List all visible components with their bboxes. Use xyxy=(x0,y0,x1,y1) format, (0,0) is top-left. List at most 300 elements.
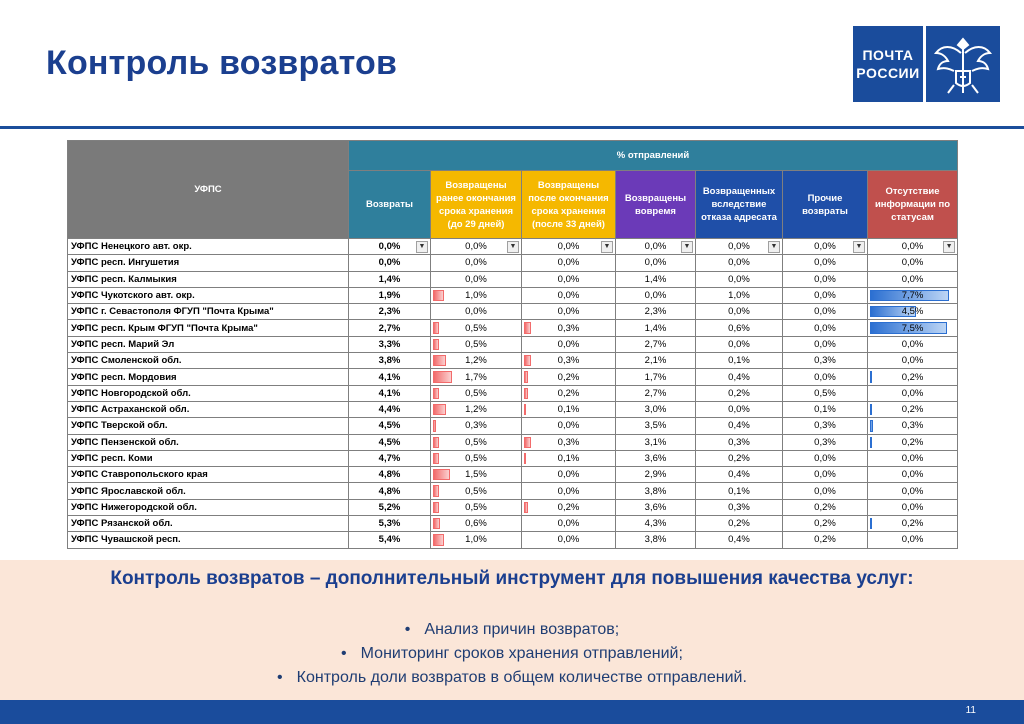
value-text: 0,0% xyxy=(465,273,487,285)
value-cell xyxy=(696,450,783,466)
data-bar xyxy=(870,420,873,431)
value-text: 0,0% xyxy=(814,273,836,285)
value-cell xyxy=(431,532,522,548)
region-name-cell: УФПС респ. Коми xyxy=(68,450,349,466)
value-cell xyxy=(783,516,868,532)
page-title: Контроль возвратов xyxy=(46,44,398,82)
data-bar xyxy=(524,355,531,366)
value-cell xyxy=(616,483,696,499)
value-cell xyxy=(349,385,431,401)
data-bar xyxy=(433,420,436,431)
value-cell xyxy=(349,418,431,434)
value-cell xyxy=(868,255,958,271)
value-cell xyxy=(522,239,616,255)
returns-table-container xyxy=(67,140,957,549)
value-text: 1,5% xyxy=(465,469,487,481)
list-item xyxy=(0,618,1024,642)
value-cell xyxy=(696,353,783,369)
region-name-cell: УФПС Смоленской обл. xyxy=(68,353,349,369)
region-name-cell: УФПС Ставропольского края xyxy=(68,467,349,483)
value-text: 0,0% xyxy=(728,273,750,285)
table-row xyxy=(68,532,958,548)
value-cell xyxy=(868,516,958,532)
value-text: 0,0% xyxy=(814,290,836,302)
table-body xyxy=(68,239,958,549)
value-text: 4,7% xyxy=(378,453,401,464)
value-cell xyxy=(431,385,522,401)
data-bar xyxy=(870,518,872,529)
value-cell xyxy=(696,287,783,303)
bullet-text: Анализ причин возвратов; xyxy=(424,621,620,638)
filter-dropdown-icon[interactable]: ▼ xyxy=(681,241,693,253)
region-name-cell: УФПС Ярославской обл. xyxy=(68,483,349,499)
region-name-cell: УФПС респ. Ингушетия xyxy=(68,255,349,271)
value-cell xyxy=(868,369,958,385)
value-text: 0,5% xyxy=(814,387,836,399)
value-text: 4,1% xyxy=(378,371,401,383)
value-text: 0,0% xyxy=(557,273,580,285)
summary-bullets xyxy=(0,618,1024,690)
value-text: 1,4% xyxy=(644,273,667,285)
value-cell xyxy=(522,369,616,385)
value-cell xyxy=(868,483,958,499)
table-row xyxy=(68,336,958,352)
value-text: 0,1% xyxy=(557,404,580,416)
table-row xyxy=(68,450,958,466)
value-text: 0,0% xyxy=(557,420,580,432)
data-bar xyxy=(524,502,528,513)
value-cell xyxy=(522,467,616,483)
value-text: 0,3% xyxy=(814,355,836,367)
value-text: 1,0% xyxy=(465,290,487,302)
value-text: 3,8% xyxy=(644,534,667,546)
table-row xyxy=(68,239,958,255)
value-cell xyxy=(431,369,522,385)
value-text: 0,0% xyxy=(814,453,836,464)
bullet-text: Мониторинг сроков хранения отправлений; xyxy=(360,645,683,662)
value-text: 0,0% xyxy=(814,485,836,497)
data-bar xyxy=(433,453,439,464)
value-cell xyxy=(696,369,783,385)
region-name-cell: УФПС респ. Калмыкия xyxy=(68,271,349,287)
value-cell xyxy=(616,304,696,320)
table-row xyxy=(68,418,958,434)
value-cell xyxy=(616,418,696,434)
value-text: 4,5% xyxy=(378,436,401,448)
value-cell xyxy=(783,287,868,303)
value-cell xyxy=(696,320,783,336)
data-bar xyxy=(524,371,528,382)
value-text: 0,3% xyxy=(901,420,924,432)
col-header-returns: Возвраты xyxy=(349,171,431,239)
value-text: 5,2% xyxy=(378,501,401,513)
value-cell xyxy=(616,499,696,515)
value-text: 0,0% xyxy=(557,518,580,530)
value-cell xyxy=(522,336,616,352)
value-cell xyxy=(522,401,616,417)
value-text: 0,2% xyxy=(728,518,750,530)
value-text: 0,0% xyxy=(901,453,924,464)
value-cell xyxy=(349,239,431,255)
value-cell xyxy=(783,483,868,499)
col-header-late-return: Возвращены после окончания срока хранения (после 33 дней) xyxy=(522,171,616,239)
region-name-cell: УФПС Тверской обл. xyxy=(68,418,349,434)
value-text: 0,1% xyxy=(814,404,836,416)
table-row xyxy=(68,516,958,532)
value-text: 0,0% xyxy=(901,534,924,546)
value-cell xyxy=(868,336,958,352)
value-text: 3,0% xyxy=(644,404,667,416)
data-bar xyxy=(524,404,526,415)
value-text: 7,7% xyxy=(901,290,924,302)
value-cell xyxy=(868,271,958,287)
region-name-cell: УФПС Новгородской обл. xyxy=(68,385,349,401)
value-text: 0,0% xyxy=(901,387,924,399)
data-bar xyxy=(433,355,446,366)
value-text: 0,3% xyxy=(557,322,580,334)
filter-dropdown-icon[interactable]: ▼ xyxy=(768,241,780,253)
data-bar xyxy=(433,371,452,382)
value-cell xyxy=(616,287,696,303)
value-text: 0,5% xyxy=(465,501,487,513)
value-cell xyxy=(868,450,958,466)
data-bar xyxy=(433,322,439,333)
value-cell xyxy=(349,483,431,499)
value-text: 0,0% xyxy=(901,241,924,253)
value-text: 0,0% xyxy=(728,257,750,269)
bullet-dot-icon: • xyxy=(277,669,283,686)
value-cell xyxy=(349,369,431,385)
value-cell xyxy=(696,239,783,255)
value-text: 0,3% xyxy=(557,436,580,448)
value-cell xyxy=(783,369,868,385)
value-text: 4,1% xyxy=(378,387,401,399)
value-text: 0,0% xyxy=(814,469,836,481)
value-text: 0,0% xyxy=(378,257,401,269)
value-cell xyxy=(431,450,522,466)
value-text: 0,1% xyxy=(728,485,750,497)
value-cell xyxy=(349,353,431,369)
value-text: 0,0% xyxy=(557,257,580,269)
value-cell xyxy=(783,532,868,548)
value-cell xyxy=(431,434,522,450)
value-cell xyxy=(783,271,868,287)
value-text: 0,0% xyxy=(728,338,750,350)
value-cell xyxy=(431,320,522,336)
value-cell xyxy=(431,516,522,532)
value-text: 0,2% xyxy=(901,404,924,416)
value-text: 0,2% xyxy=(901,436,924,448)
col-header-early-return: Возвращены ранее окончания срока хранения (до 29 дней) xyxy=(431,171,522,239)
value-text: 0,2% xyxy=(814,501,836,513)
filter-dropdown-icon[interactable]: ▼ xyxy=(507,241,519,253)
value-text: 0,0% xyxy=(901,485,924,497)
table-row xyxy=(68,385,958,401)
value-cell xyxy=(868,287,958,303)
value-cell xyxy=(868,320,958,336)
table-row xyxy=(68,255,958,271)
value-text: 4,8% xyxy=(378,469,401,481)
value-cell xyxy=(522,320,616,336)
data-bar xyxy=(433,534,444,545)
value-cell xyxy=(431,336,522,352)
value-text: 0,2% xyxy=(901,518,924,530)
value-cell xyxy=(696,532,783,548)
value-text: 3,6% xyxy=(644,453,667,464)
value-cell xyxy=(431,287,522,303)
returns-table xyxy=(67,140,958,549)
value-cell xyxy=(783,320,868,336)
value-cell xyxy=(522,483,616,499)
value-text: 0,0% xyxy=(814,338,836,350)
value-cell xyxy=(783,353,868,369)
value-cell xyxy=(616,401,696,417)
value-text: 1,7% xyxy=(465,371,487,383)
value-text: 5,4% xyxy=(378,534,401,546)
value-cell xyxy=(431,353,522,369)
value-cell xyxy=(522,532,616,548)
value-text: 0,2% xyxy=(814,518,836,530)
value-cell xyxy=(868,239,958,255)
value-text: 0,0% xyxy=(901,355,924,367)
col-header-on-time: Возвращены вовремя xyxy=(616,171,696,239)
value-text: 3,8% xyxy=(644,485,667,497)
value-text: 0,2% xyxy=(901,371,924,383)
value-text: 0,0% xyxy=(378,241,401,253)
value-text: 0,2% xyxy=(814,534,836,546)
value-cell xyxy=(696,336,783,352)
value-cell xyxy=(696,385,783,401)
value-cell xyxy=(349,516,431,532)
value-cell xyxy=(696,467,783,483)
value-text: 0,3% xyxy=(465,420,487,432)
col-header-other: Прочие возвраты xyxy=(783,171,868,239)
value-cell xyxy=(868,434,958,450)
value-cell xyxy=(616,336,696,352)
col-header-ufps: УФПС xyxy=(68,141,349,239)
value-text: 1,0% xyxy=(465,534,487,546)
value-text: 3,8% xyxy=(378,355,401,367)
value-cell xyxy=(868,532,958,548)
value-text: 0,0% xyxy=(557,338,580,350)
table-row xyxy=(68,401,958,417)
value-cell xyxy=(349,499,431,515)
table-row xyxy=(68,320,958,336)
value-text: 0,3% xyxy=(814,420,836,432)
value-text: 0,5% xyxy=(465,453,487,464)
value-text: 1,7% xyxy=(644,371,667,383)
data-bar xyxy=(433,485,439,496)
table-row xyxy=(68,353,958,369)
filter-dropdown-icon[interactable]: ▼ xyxy=(416,241,428,253)
region-name-cell: УФПС Астраханской обл. xyxy=(68,401,349,417)
region-name-cell: УФПС респ. Крым ФГУП "Почта Крыма" xyxy=(68,320,349,336)
value-text: 0,2% xyxy=(557,387,580,399)
value-cell xyxy=(522,255,616,271)
value-cell xyxy=(868,418,958,434)
value-cell xyxy=(868,385,958,401)
value-text: 0,4% xyxy=(728,534,750,546)
value-text: 0,0% xyxy=(644,241,667,253)
value-text: 0,2% xyxy=(557,371,580,383)
region-name-cell: УФПС Чувашской респ. xyxy=(68,532,349,548)
value-cell xyxy=(783,336,868,352)
value-text: 0,0% xyxy=(557,306,580,318)
value-text: 0,0% xyxy=(901,257,924,269)
region-name-cell: УФПС Пензенской обл. xyxy=(68,434,349,450)
value-text: 7,5% xyxy=(901,322,924,334)
value-text: 0,0% xyxy=(728,306,750,318)
value-text: 0,5% xyxy=(465,436,487,448)
value-text: 0,5% xyxy=(465,322,487,334)
bullet-text: Контроль доли возвратов в общем количестве отправлений. xyxy=(296,669,747,686)
value-cell xyxy=(696,483,783,499)
data-bar xyxy=(524,322,531,333)
value-text: 0,5% xyxy=(465,485,487,497)
value-text: 0,3% xyxy=(814,436,836,448)
value-text: 2,1% xyxy=(644,355,667,367)
value-text: 0,0% xyxy=(557,241,580,253)
value-text: 0,0% xyxy=(557,469,580,481)
value-text: 0,3% xyxy=(728,501,750,513)
group-header-percent: % отправлений xyxy=(349,141,958,171)
value-cell xyxy=(696,434,783,450)
logo-line-1: ПОЧТА xyxy=(862,47,914,63)
filter-dropdown-icon[interactable]: ▼ xyxy=(601,241,613,253)
value-cell xyxy=(696,304,783,320)
value-cell xyxy=(522,385,616,401)
value-text: 2,7% xyxy=(378,322,401,334)
value-cell xyxy=(349,320,431,336)
value-cell xyxy=(783,434,868,450)
list-item xyxy=(0,642,1024,666)
value-text: 0,0% xyxy=(901,338,924,350)
data-bar xyxy=(433,388,439,399)
value-text: 0,2% xyxy=(728,453,750,464)
value-cell xyxy=(349,255,431,271)
value-text: 5,3% xyxy=(378,518,401,530)
value-text: 0,0% xyxy=(644,290,667,302)
value-text: 0,0% xyxy=(901,469,924,481)
value-cell xyxy=(616,255,696,271)
data-bar xyxy=(433,437,439,448)
value-cell xyxy=(696,516,783,532)
value-cell xyxy=(522,304,616,320)
list-item xyxy=(0,666,1024,690)
value-cell xyxy=(616,532,696,548)
value-text: 1,0% xyxy=(728,290,750,302)
value-cell xyxy=(431,401,522,417)
value-cell xyxy=(696,401,783,417)
value-cell xyxy=(783,467,868,483)
value-cell xyxy=(349,434,431,450)
value-text: 0,0% xyxy=(814,241,836,253)
value-cell xyxy=(522,287,616,303)
value-cell xyxy=(783,239,868,255)
value-text: 2,7% xyxy=(644,387,667,399)
value-cell xyxy=(522,418,616,434)
region-name-cell: УФПС г. Севастополя ФГУП "Почта Крыма" xyxy=(68,304,349,320)
value-cell xyxy=(616,450,696,466)
value-cell xyxy=(616,271,696,287)
value-cell xyxy=(616,320,696,336)
value-text: 0,0% xyxy=(465,306,487,318)
value-cell xyxy=(431,239,522,255)
filter-dropdown-icon[interactable]: ▼ xyxy=(943,241,955,253)
value-cell xyxy=(616,467,696,483)
value-text: 1,2% xyxy=(465,355,487,367)
value-cell xyxy=(616,516,696,532)
value-cell xyxy=(522,434,616,450)
value-text: 0,4% xyxy=(728,371,750,383)
value-cell xyxy=(616,369,696,385)
value-text: 1,2% xyxy=(465,404,487,416)
table-row xyxy=(68,499,958,515)
value-text: 0,1% xyxy=(728,355,750,367)
value-text: 0,0% xyxy=(901,501,924,513)
value-text: 3,6% xyxy=(644,501,667,513)
value-text: 1,9% xyxy=(378,290,401,302)
value-cell xyxy=(783,499,868,515)
value-text: 0,6% xyxy=(728,322,750,334)
value-text: 2,7% xyxy=(644,338,667,350)
eagle-emblem-icon xyxy=(926,26,1000,102)
value-cell xyxy=(349,336,431,352)
value-text: 0,0% xyxy=(557,290,580,302)
value-cell xyxy=(696,418,783,434)
value-text: 2,3% xyxy=(378,306,401,318)
bullet-dot-icon: • xyxy=(404,621,411,638)
value-cell xyxy=(522,450,616,466)
value-cell xyxy=(522,353,616,369)
value-text: 0,3% xyxy=(728,436,750,448)
value-text: 0,0% xyxy=(465,257,487,269)
summary-heading: Контроль возвратов – дополнительный инструмент для повышения качества услуг: xyxy=(110,568,914,589)
filter-dropdown-icon[interactable]: ▼ xyxy=(853,241,865,253)
value-cell xyxy=(783,401,868,417)
value-text: 0,5% xyxy=(465,387,487,399)
value-cell xyxy=(696,499,783,515)
data-bar xyxy=(870,437,872,448)
data-bar xyxy=(433,404,446,415)
value-text: 0,2% xyxy=(728,387,750,399)
value-text: 0,0% xyxy=(728,241,750,253)
value-cell xyxy=(783,385,868,401)
table-row xyxy=(68,304,958,320)
value-text: 0,3% xyxy=(557,355,580,367)
value-cell xyxy=(868,401,958,417)
table-row xyxy=(68,287,958,303)
value-cell xyxy=(783,418,868,434)
value-cell xyxy=(431,499,522,515)
table-row xyxy=(68,369,958,385)
value-cell xyxy=(616,385,696,401)
value-text: 3,3% xyxy=(378,338,401,350)
value-text: 2,9% xyxy=(644,469,667,481)
footer-bar xyxy=(0,700,1024,724)
value-text: 0,0% xyxy=(644,257,667,269)
table-row xyxy=(68,467,958,483)
table-row xyxy=(68,483,958,499)
data-bar xyxy=(870,404,872,415)
region-name-cell: УФПС Рязанской обл. xyxy=(68,516,349,532)
data-bar xyxy=(524,437,531,448)
value-text: 0,4% xyxy=(728,420,750,432)
logo-wordmark xyxy=(853,26,923,102)
value-cell xyxy=(522,516,616,532)
col-header-no-status: Отсутствие информации по статусам xyxy=(868,171,958,239)
value-cell xyxy=(431,255,522,271)
